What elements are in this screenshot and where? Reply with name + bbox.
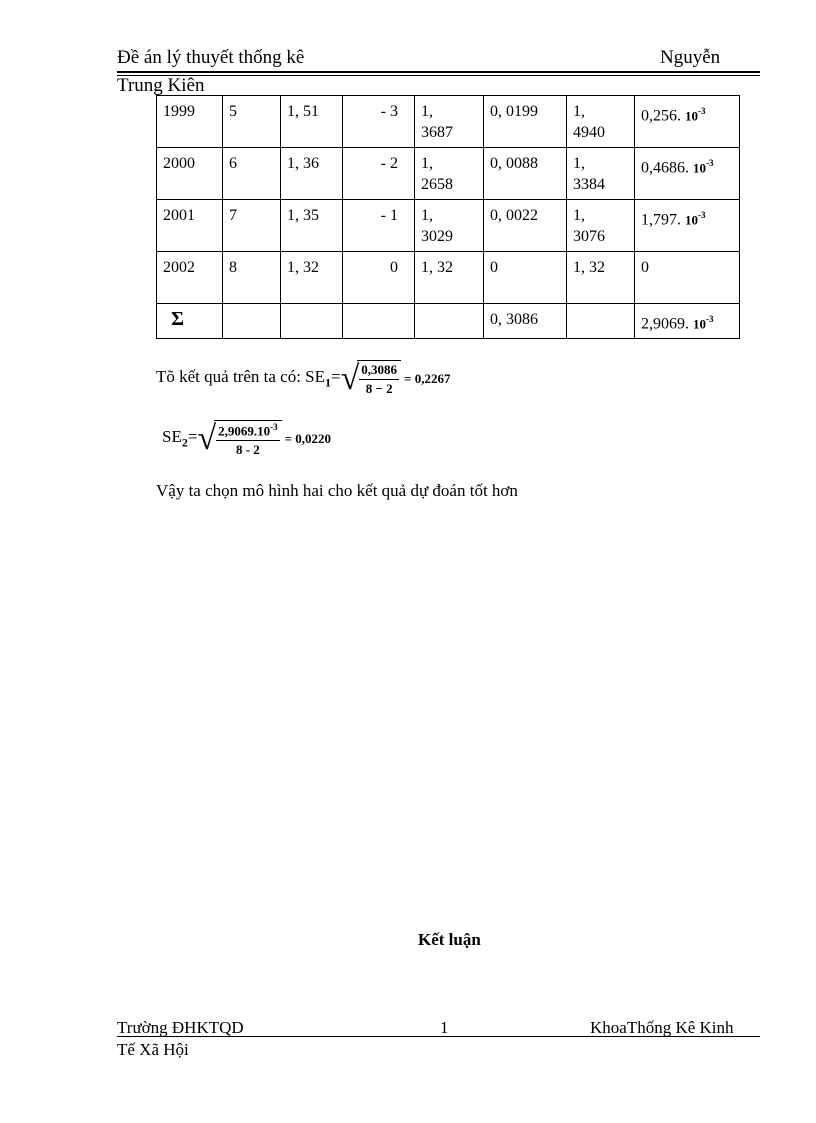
table-cell-year: 2001 (157, 200, 223, 252)
table-cell-year: 2002 (157, 252, 223, 304)
header-author-continuation: Trung Kiên (117, 75, 205, 96)
table-row (157, 148, 740, 200)
table-cell-d: - 1 (343, 200, 415, 252)
footer-rule (117, 1036, 760, 1037)
table-cell-sq1: 0, 0022 (484, 200, 567, 252)
table-cell-yhat1: 1, 3029 (415, 200, 484, 252)
table-cell-yhat2: 1, 3076 (567, 200, 635, 252)
table-cell-t: 6 (223, 148, 281, 200)
table-cell-yhat2: 1, 32 (567, 252, 635, 304)
sum-sq2-value: 2,9069. (641, 315, 693, 333)
table-cell-t: 8 (223, 252, 281, 304)
table-cell-yhat2: 1, 3384 (567, 148, 635, 200)
table-row (157, 96, 740, 148)
table-cell-d: - 2 (343, 148, 415, 200)
table-cell-empty (415, 304, 484, 339)
table-row (157, 200, 740, 252)
header-rule-thin (117, 75, 760, 76)
table-cell-y: 1, 51 (281, 96, 343, 148)
sq2-exponent-base: 10 (693, 160, 706, 176)
sqrt-icon: √ (197, 420, 217, 457)
table-cell-empty (281, 304, 343, 339)
table-cell-empty (343, 304, 415, 339)
table-cell-y: 1, 35 (281, 200, 343, 252)
sq2-value: 1,797. (641, 211, 685, 229)
table-cell-yhat1: 1, 2658 (415, 148, 484, 200)
footer-faculty-continuation: Tế Xã Hội (117, 1040, 189, 1059)
sq2-exponent-power: -3 (706, 158, 714, 168)
sum-sq1: 0, 3086 (484, 304, 567, 339)
se2-formula (162, 420, 331, 458)
header-document-title: Đề án lý thuyết thống kê (117, 47, 305, 68)
sq2-value: 0,4686. (641, 159, 693, 177)
se1-formula (156, 360, 450, 398)
conclusion-sentence: Vậy ta chọn mô hình hai cho kết quả dự đoán tốt hơn (156, 481, 518, 500)
table-cell-t: 7 (223, 200, 281, 252)
se2-result: = 0,0220 (284, 431, 332, 447)
sq2-exponent-power: -3 (698, 210, 706, 220)
sq2-exponent-base: 10 (685, 212, 698, 228)
table-cell-yhat2: 1, 4940 (567, 96, 635, 148)
table-cell-year: 2000 (157, 148, 223, 200)
sq2-exponent-base: 10 (685, 108, 698, 124)
table-cell-yhat1: 1, 3687 (415, 96, 484, 148)
se2-fraction: $\frac{2,9069.10^{-3}}{8 - 2}$ (214, 420, 282, 458)
table-cell-sq2 (635, 252, 740, 304)
header-rule (117, 71, 760, 73)
se1-fraction: $\frac{0,3086}{8 - 2}$ (357, 360, 401, 398)
se2-label: $SE_2=$ (162, 427, 198, 450)
sum-sq2-exponent-power: -3 (706, 314, 714, 324)
table-cell-sq2 (635, 200, 740, 252)
table-cell-d: - 3 (343, 96, 415, 148)
section-title: Kết luận (418, 930, 481, 949)
table-sum-row (157, 304, 740, 339)
footer-page-number: 1 (440, 1018, 449, 1037)
table-cell-yhat1: 1, 32 (415, 252, 484, 304)
table-cell-t: 5 (223, 96, 281, 148)
sq2-value: 0 (641, 259, 649, 276)
table-cell-sq1: 0 (484, 252, 567, 304)
forecast-table (156, 95, 740, 339)
se1-intro: Tõ kết quả trên ta có: $SE_1=$ (156, 367, 341, 390)
table-row (157, 252, 740, 304)
header-author: Nguyễn (660, 47, 721, 68)
sqrt-icon: √ (340, 360, 360, 397)
footer-faculty: KhoaThống Kê Kinh (590, 1018, 734, 1037)
footer-school: Trường ĐHKTQD (117, 1018, 244, 1037)
se1-result: = 0,2267 (404, 371, 451, 386)
table-cell-y: 1, 36 (281, 148, 343, 200)
table-cell-y: 1, 32 (281, 252, 343, 304)
table-cell-year: 1999 (157, 96, 223, 148)
sigma-symbol: Σ (157, 304, 223, 339)
table-cell-sq1: 0, 0088 (484, 148, 567, 200)
table-cell-sq2 (635, 148, 740, 200)
sum-sq2-exponent-base: 10 (693, 316, 706, 332)
table-cell-empty (567, 304, 635, 339)
sum-sq2 (635, 304, 740, 339)
sq2-value: 0,256. (641, 107, 685, 125)
sq2-exponent-power: -3 (698, 106, 706, 116)
table-cell-d: 0 (343, 252, 415, 304)
table-cell-empty (223, 304, 281, 339)
table-cell-sq1: 0, 0199 (484, 96, 567, 148)
table-cell-sq2 (635, 96, 740, 148)
